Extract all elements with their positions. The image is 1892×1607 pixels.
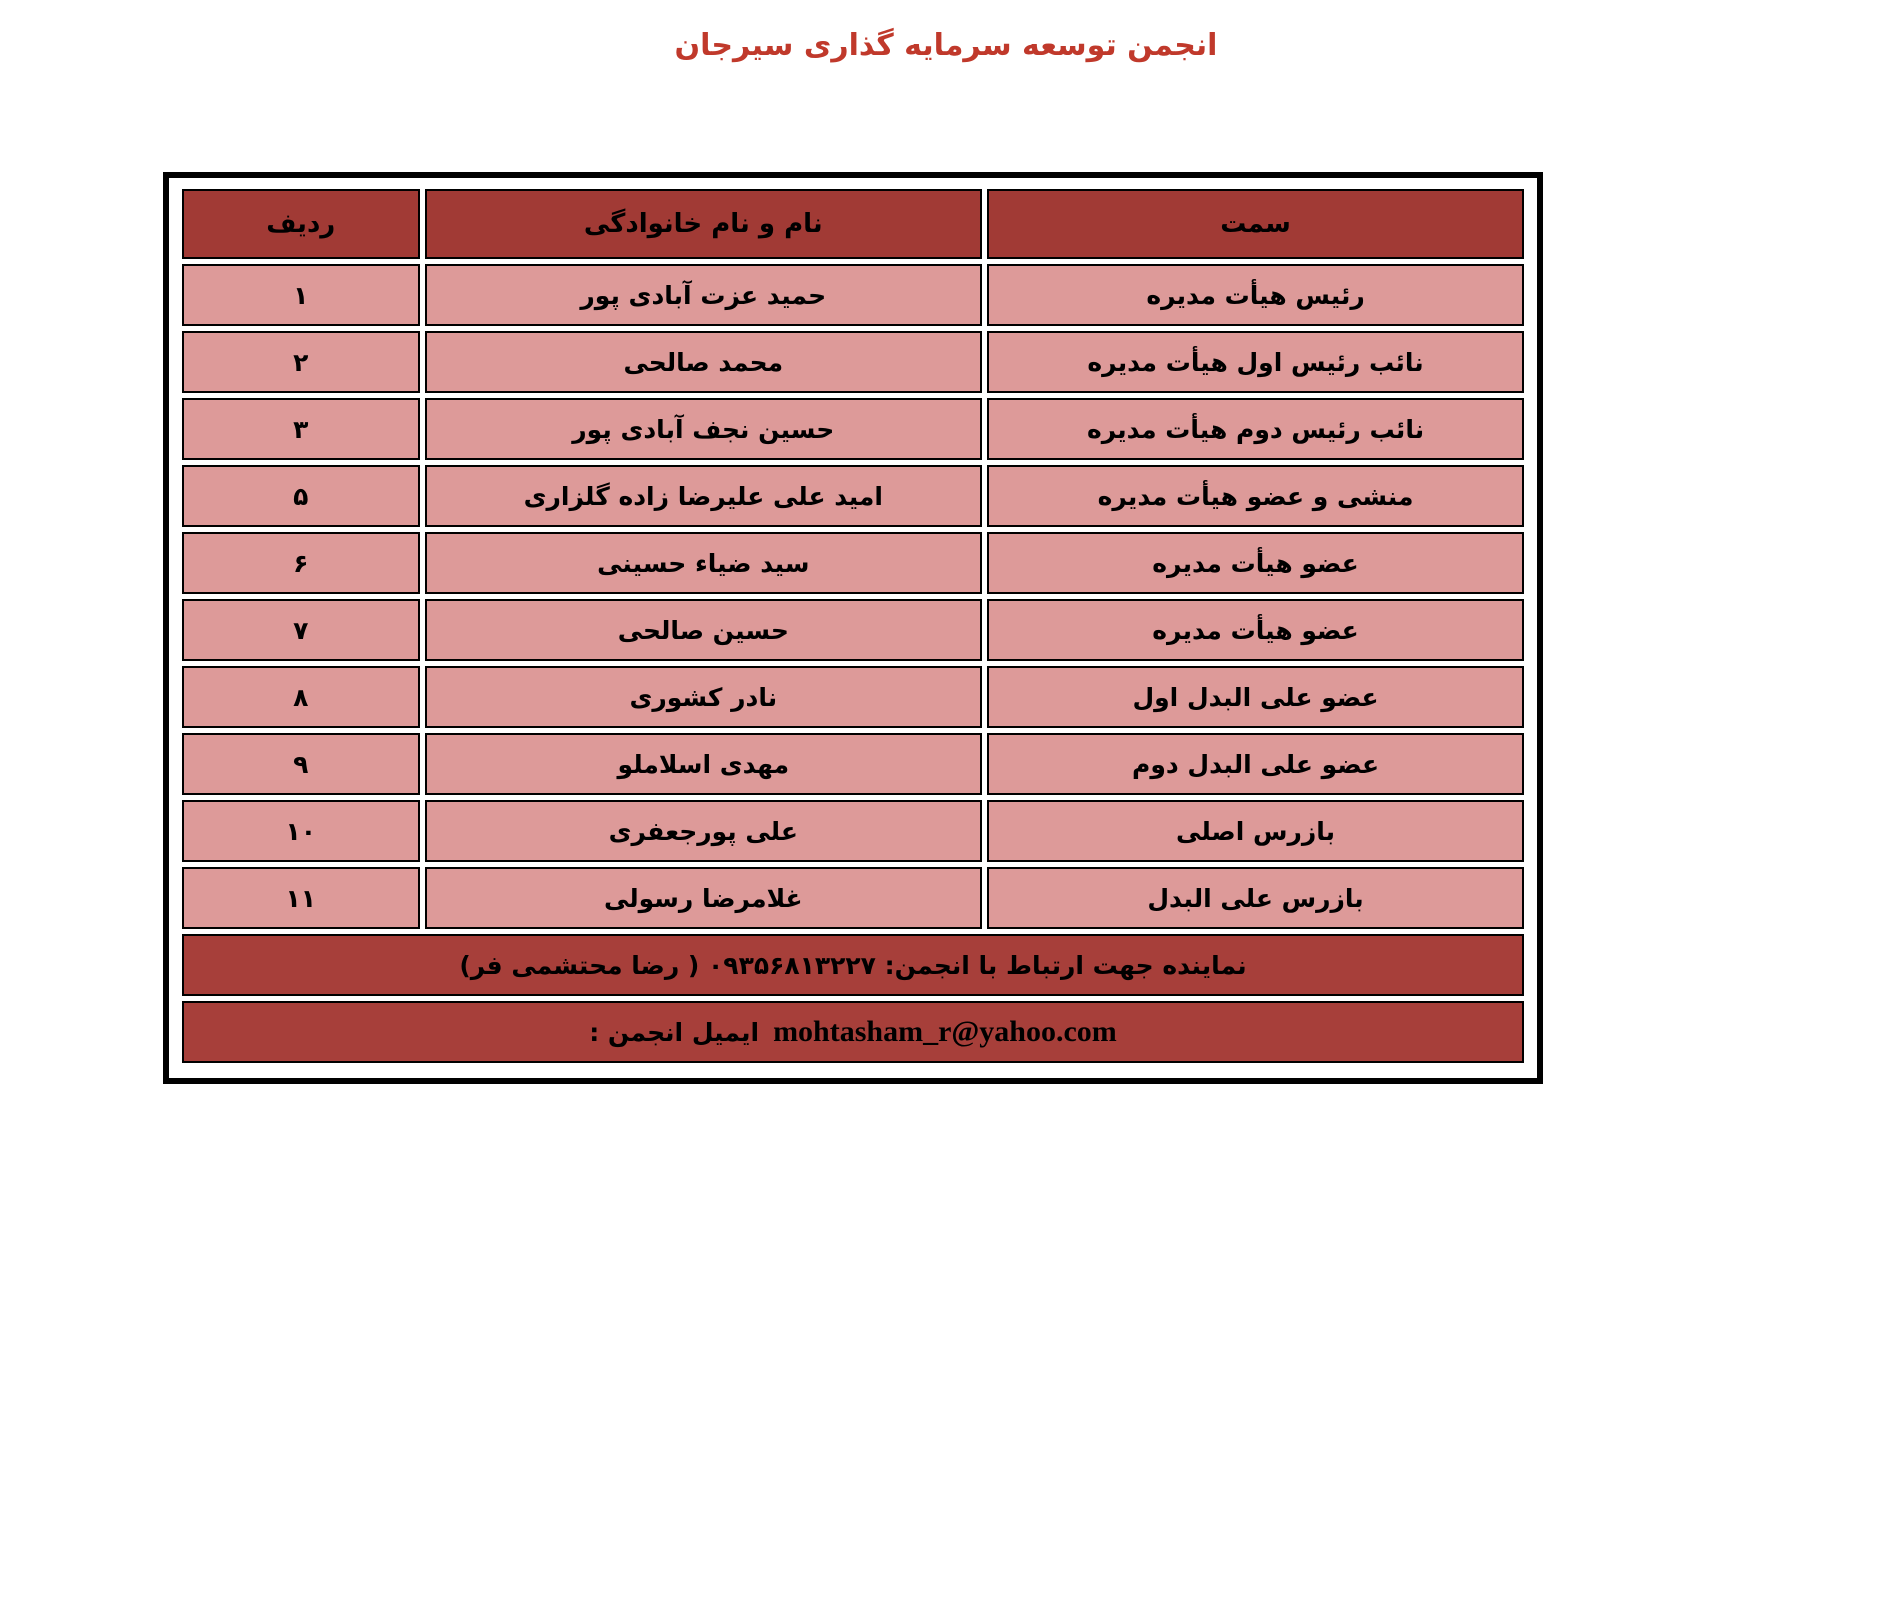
contact-info: نماینده جهت ارتباط با انجمن: ۰۹۳۵۶۸۱۳۲۲۷ ( رضا محتشمی فر)	[182, 934, 1524, 996]
table-row	[182, 465, 1524, 527]
cell-name: غلامرضا رسولی	[425, 867, 983, 929]
cell-index: ۶	[182, 532, 420, 594]
page-title: انجمن توسعه سرمایه گذاری سیرجان	[674, 28, 1218, 63]
cell-index: ۷	[182, 599, 420, 661]
cell-role: عضو علی البدل اول	[987, 666, 1524, 728]
table-row	[182, 398, 1524, 460]
cell-index: ۲	[182, 331, 420, 393]
roster-table	[177, 184, 1529, 1068]
table-row	[182, 331, 1524, 393]
table-row	[182, 867, 1524, 929]
cell-role: عضو هیأت مدیره	[987, 532, 1524, 594]
cell-name: سید ضیاء حسینی	[425, 532, 983, 594]
table-header-row	[182, 189, 1524, 259]
column-header-name: نام و نام خانوادگی	[425, 189, 983, 259]
cell-name: حسین نجف آبادی پور	[425, 398, 983, 460]
cell-name: حمید عزت آبادی پور	[425, 264, 983, 326]
table-body	[182, 264, 1524, 1063]
table-header	[182, 189, 1524, 259]
cell-name: حسین صالحی	[425, 599, 983, 661]
cell-index: ۵	[182, 465, 420, 527]
cell-index: ۱۰	[182, 800, 420, 862]
email-cell	[182, 1001, 1524, 1063]
cell-name: امید علی علیرضا زاده گلزاری	[425, 465, 983, 527]
cell-role: نائب رئیس اول هیأت مدیره	[987, 331, 1524, 393]
cell-role: بازرس علی البدل	[987, 867, 1524, 929]
cell-index: ۸	[182, 666, 420, 728]
table-row	[182, 666, 1524, 728]
cell-index: ۱۱	[182, 867, 420, 929]
cell-name: محمد صالحی	[425, 331, 983, 393]
table-row	[182, 532, 1524, 594]
table-row	[182, 264, 1524, 326]
cell-role: عضو هیأت مدیره	[987, 599, 1524, 661]
cell-index: ۹	[182, 733, 420, 795]
cell-index: ۳	[182, 398, 420, 460]
table-row	[182, 733, 1524, 795]
cell-index: ۱	[182, 264, 420, 326]
cell-role: منشی و عضو هیأت مدیره	[987, 465, 1524, 527]
cell-name: علی پورجعفری	[425, 800, 983, 862]
email-row	[182, 1001, 1524, 1063]
roster-table-container	[163, 172, 1543, 1084]
cell-role: بازرس اصلی	[987, 800, 1524, 862]
table-row	[182, 800, 1524, 862]
column-header-role: سمت	[987, 189, 1524, 259]
cell-role: عضو علی البدل دوم	[987, 733, 1524, 795]
column-header-index: ردیف	[182, 189, 420, 259]
cell-name: نادر کشوری	[425, 666, 983, 728]
email-label: ایمیل انجمن :	[589, 1018, 760, 1047]
email-address[interactable]: mohtasham_r@yahoo.com	[773, 1015, 1117, 1048]
contact-row	[182, 934, 1524, 996]
cell-role: رئیس هیأت مدیره	[987, 264, 1524, 326]
cell-role: نائب رئیس دوم هیأت مدیره	[987, 398, 1524, 460]
table-row	[182, 599, 1524, 661]
cell-name: مهدی اسلاملو	[425, 733, 983, 795]
